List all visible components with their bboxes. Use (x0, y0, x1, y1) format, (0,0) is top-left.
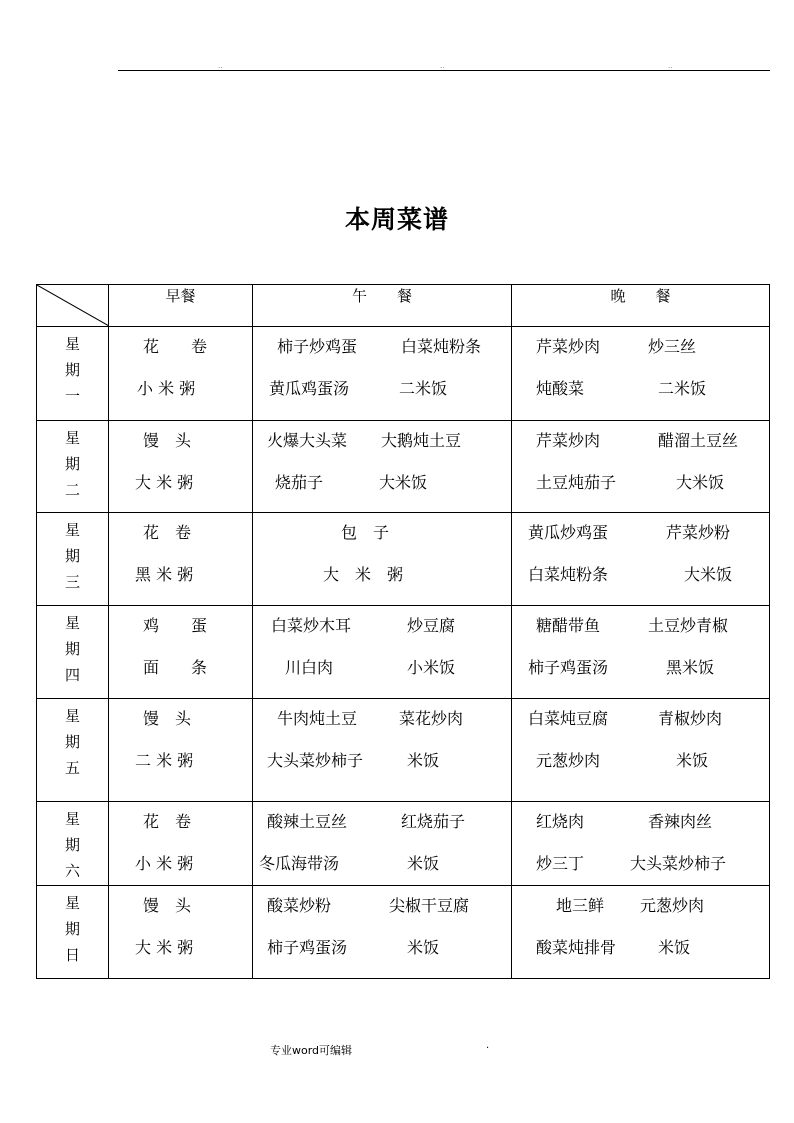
lunch-item: 柿子炒鸡蛋 (277, 337, 358, 356)
dinner-cell (512, 886, 770, 979)
header-dot: .. (218, 62, 223, 70)
breakfast-item: 大 米 粥 (135, 473, 194, 492)
day-row (37, 606, 770, 699)
breakfast-item: 馒 头 (143, 896, 192, 915)
lunch-item: 黄瓜鸡蛋汤 (269, 379, 350, 398)
lunch-item: 大鹅炖土豆 (381, 431, 462, 450)
dinner-item: 柿子鸡蛋汤 (528, 658, 609, 677)
dinner-cell (512, 513, 770, 606)
header-rule (118, 70, 770, 71)
dinner-item: 酸菜炖排骨 (536, 938, 617, 957)
dinner-cell (512, 699, 770, 802)
day-label-char: 二 (64, 481, 80, 499)
corner-cell (37, 285, 109, 327)
dinner-cell (512, 421, 770, 513)
lunch-item: 尖椒干豆腐 (389, 896, 470, 915)
day-label-char: 五 (64, 759, 80, 777)
day-label-char: 六 (64, 862, 80, 880)
day-label-char: 星 (64, 707, 80, 725)
day-label-char: 星 (64, 614, 80, 632)
dinner-item: 元葱炒肉 (640, 896, 705, 915)
dinner-item: 芹菜炒肉 (536, 337, 601, 356)
dinner-item: 炖酸菜 (536, 379, 585, 398)
column-header-lunch: 午 餐 (253, 285, 512, 327)
breakfast-cell (109, 802, 253, 886)
dinner-cell (512, 606, 770, 699)
lunch-item: 炒豆腐 (407, 616, 456, 635)
lunch-item: 红烧茄子 (401, 812, 466, 831)
breakfast-cell (109, 886, 253, 979)
dinner-item: 黑米饭 (666, 658, 715, 677)
dinner-item: 米饭 (658, 938, 691, 957)
breakfast-cell (109, 421, 253, 513)
header-dot: .. (440, 62, 445, 70)
lunch-item: 酸辣土豆丝 (267, 812, 348, 831)
breakfast-item: 花 卷 (143, 523, 192, 542)
page-title: 本周菜谱 (344, 205, 449, 234)
day-row (37, 802, 770, 886)
breakfast-item: 馒 头 (143, 709, 192, 728)
dinner-item: 土豆炖茄子 (536, 473, 617, 492)
dinner-item: 米饭 (676, 751, 709, 770)
dinner-item: 炒三丁 (536, 854, 585, 873)
lunch-item: 大 米 粥 (323, 565, 404, 584)
dinner-item: 红烧肉 (536, 812, 585, 831)
breakfast-cell (109, 327, 253, 421)
lunch-item: 菜花炒肉 (399, 709, 464, 728)
day-label-char: 三 (64, 573, 80, 591)
day-row (37, 421, 770, 513)
day-label-char: 期 (64, 836, 80, 854)
breakfast-cell (109, 699, 253, 802)
day-label-char: 一 (64, 387, 80, 405)
day-row (37, 699, 770, 802)
lunch-cell (253, 327, 512, 421)
diagonal-line (37, 285, 109, 326)
dinner-item: 糖醋带鱼 (536, 616, 601, 635)
lunch-item: 火爆大头菜 (267, 431, 348, 450)
day-label-cell (37, 699, 109, 802)
day-label-cell (37, 513, 109, 606)
lunch-item: 大米饭 (379, 473, 428, 492)
dinner-cell (512, 327, 770, 421)
day-label-char: 期 (64, 455, 80, 473)
breakfast-item: 花 卷 (143, 337, 208, 356)
breakfast-item: 花 卷 (143, 812, 192, 831)
dinner-item: 二米饭 (658, 379, 707, 398)
day-label-char: 星 (64, 335, 80, 353)
lunch-item: 酸菜炒粉 (267, 896, 332, 915)
day-row (37, 886, 770, 979)
column-header-dinner: 晚 餐 (512, 285, 770, 327)
lunch-item: 柿子鸡蛋汤 (267, 938, 348, 957)
dinner-item: 白菜炖粉条 (528, 565, 609, 584)
lunch-item: 包 子 (341, 523, 390, 542)
lunch-item: 川白肉 (285, 658, 334, 677)
lunch-cell (253, 886, 512, 979)
day-label-char: 期 (64, 547, 80, 565)
dinner-item: 黄瓜炒鸡蛋 (528, 523, 609, 542)
day-label-char: 期 (64, 361, 80, 379)
day-label-char: 日 (64, 946, 80, 964)
dinner-item: 地三鲜 (556, 896, 605, 915)
day-label-char: 星 (64, 810, 80, 828)
day-label-cell (37, 886, 109, 979)
lunch-item: 米饭 (407, 854, 440, 873)
lunch-cell (253, 421, 512, 513)
lunch-item: 二米饭 (399, 379, 448, 398)
day-label-cell (37, 802, 109, 886)
day-row (37, 327, 770, 421)
dinner-item: 大米饭 (684, 565, 733, 584)
day-label-char: 四 (64, 666, 80, 684)
dinner-item: 醋溜土豆丝 (658, 431, 739, 450)
day-row (37, 513, 770, 606)
dinner-item: 芹菜炒粉 (666, 523, 731, 542)
day-label-char: 期 (64, 640, 80, 658)
dinner-item: 白菜炖豆腐 (528, 709, 609, 728)
dinner-item: 青椒炒肉 (658, 709, 723, 728)
footer-dot: . (486, 1040, 490, 1051)
dinner-item: 香辣肉丝 (648, 812, 713, 831)
lunch-item: 小米饭 (407, 658, 456, 677)
menu-table (36, 284, 770, 979)
day-label-cell (37, 327, 109, 421)
breakfast-item: 鸡 蛋 (143, 616, 208, 635)
lunch-cell (253, 513, 512, 606)
day-label-cell (37, 421, 109, 513)
breakfast-item: 二 米 粥 (135, 751, 194, 770)
lunch-item: 冬瓜海带汤 (259, 854, 340, 873)
header-row (37, 285, 770, 327)
day-label-char: 期 (64, 733, 80, 751)
breakfast-item: 面 条 (143, 658, 208, 677)
day-label-char: 期 (64, 920, 80, 938)
dinner-cell (512, 802, 770, 886)
header-dot: .. (668, 62, 673, 70)
footer-text: 专业word可编辑 (270, 1044, 353, 1057)
dinner-item: 芹菜炒肉 (536, 431, 601, 450)
breakfast-cell (109, 606, 253, 699)
dinner-item: 大头菜炒柿子 (630, 854, 727, 873)
breakfast-cell (109, 513, 253, 606)
breakfast-item: 馒 头 (143, 431, 192, 450)
column-header-breakfast: 早餐 (109, 285, 253, 327)
breakfast-item: 小 米 粥 (135, 854, 194, 873)
breakfast-item: 小 米 粥 (137, 379, 196, 398)
lunch-item: 米饭 (407, 751, 440, 770)
day-label-cell (37, 606, 109, 699)
lunch-item: 烧茄子 (275, 473, 324, 492)
breakfast-item: 大 米 粥 (135, 938, 194, 957)
lunch-item: 米饭 (407, 938, 440, 957)
day-label-char: 星 (64, 521, 80, 539)
dinner-item: 炒三丝 (648, 337, 697, 356)
lunch-item: 牛肉炖土豆 (277, 709, 358, 728)
day-label-char: 星 (64, 429, 80, 447)
dinner-item: 大米饭 (676, 473, 725, 492)
lunch-cell (253, 699, 512, 802)
lunch-item: 大头菜炒柿子 (267, 751, 364, 770)
lunch-item: 白菜炖粉条 (401, 337, 482, 356)
dinner-item: 土豆炒青椒 (648, 616, 729, 635)
lunch-item: 白菜炒木耳 (271, 616, 352, 635)
dinner-item: 元葱炒肉 (536, 751, 601, 770)
lunch-cell (253, 802, 512, 886)
day-label-char: 星 (64, 894, 80, 912)
breakfast-item: 黑 米 粥 (135, 565, 194, 584)
lunch-cell (253, 606, 512, 699)
